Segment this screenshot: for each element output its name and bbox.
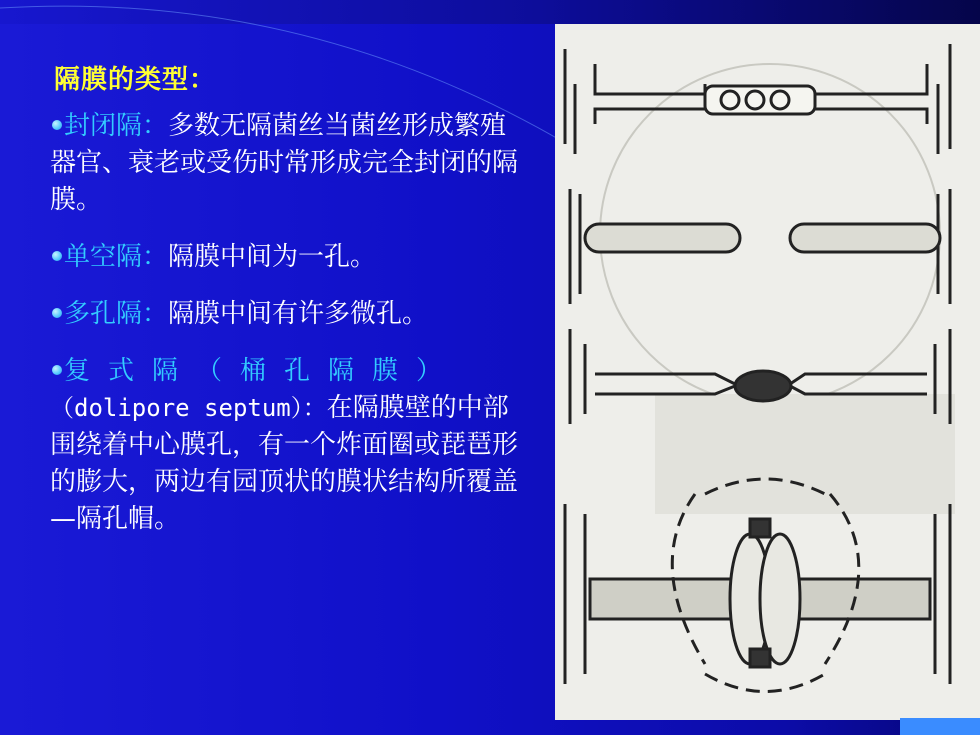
septum-illustration [555, 24, 980, 720]
item-term: 复式隔（桶孔隔膜） [64, 356, 461, 386]
corner-accent [900, 718, 980, 735]
item-latin: （dolipore septum）： [50, 394, 327, 422]
item-text: 多数无隔菌丝当菌丝形成繁殖器官、衰老或受伤时常形成完全封闭的隔膜。 [50, 111, 519, 215]
item-single-pore-septum [50, 239, 528, 276]
panel-single-pore [570, 189, 950, 304]
item-term: 多孔隔： [64, 299, 169, 329]
bullet-icon [52, 308, 62, 318]
item-text: 在隔膜壁的中部围绕着中心膜孔，有一个炸面圈或琵琶形的膨大，两边有园顶状的膜状结构所覆盖—隔孔帽。 [50, 393, 519, 534]
item-text: 隔膜中间为一孔。 [168, 242, 377, 272]
item-multi-pore-septum [50, 296, 528, 333]
text-block [50, 62, 528, 558]
panel-multi-pore [565, 44, 950, 154]
slide-heading: 隔膜的类型： [54, 65, 217, 95]
top-band [0, 0, 980, 24]
item-term: 封闭隔： [64, 111, 169, 141]
bullet-icon [52, 120, 62, 130]
background-text-patch [655, 394, 955, 514]
item-text: 隔膜中间有许多微孔。 [168, 299, 429, 329]
item-closed-septum [50, 108, 528, 219]
bullet-icon [52, 251, 62, 261]
septum-diagram [555, 24, 980, 720]
item-dolipore-septum [50, 353, 528, 538]
bullet-icon [52, 365, 62, 375]
item-term: 单空隔： [64, 242, 169, 272]
